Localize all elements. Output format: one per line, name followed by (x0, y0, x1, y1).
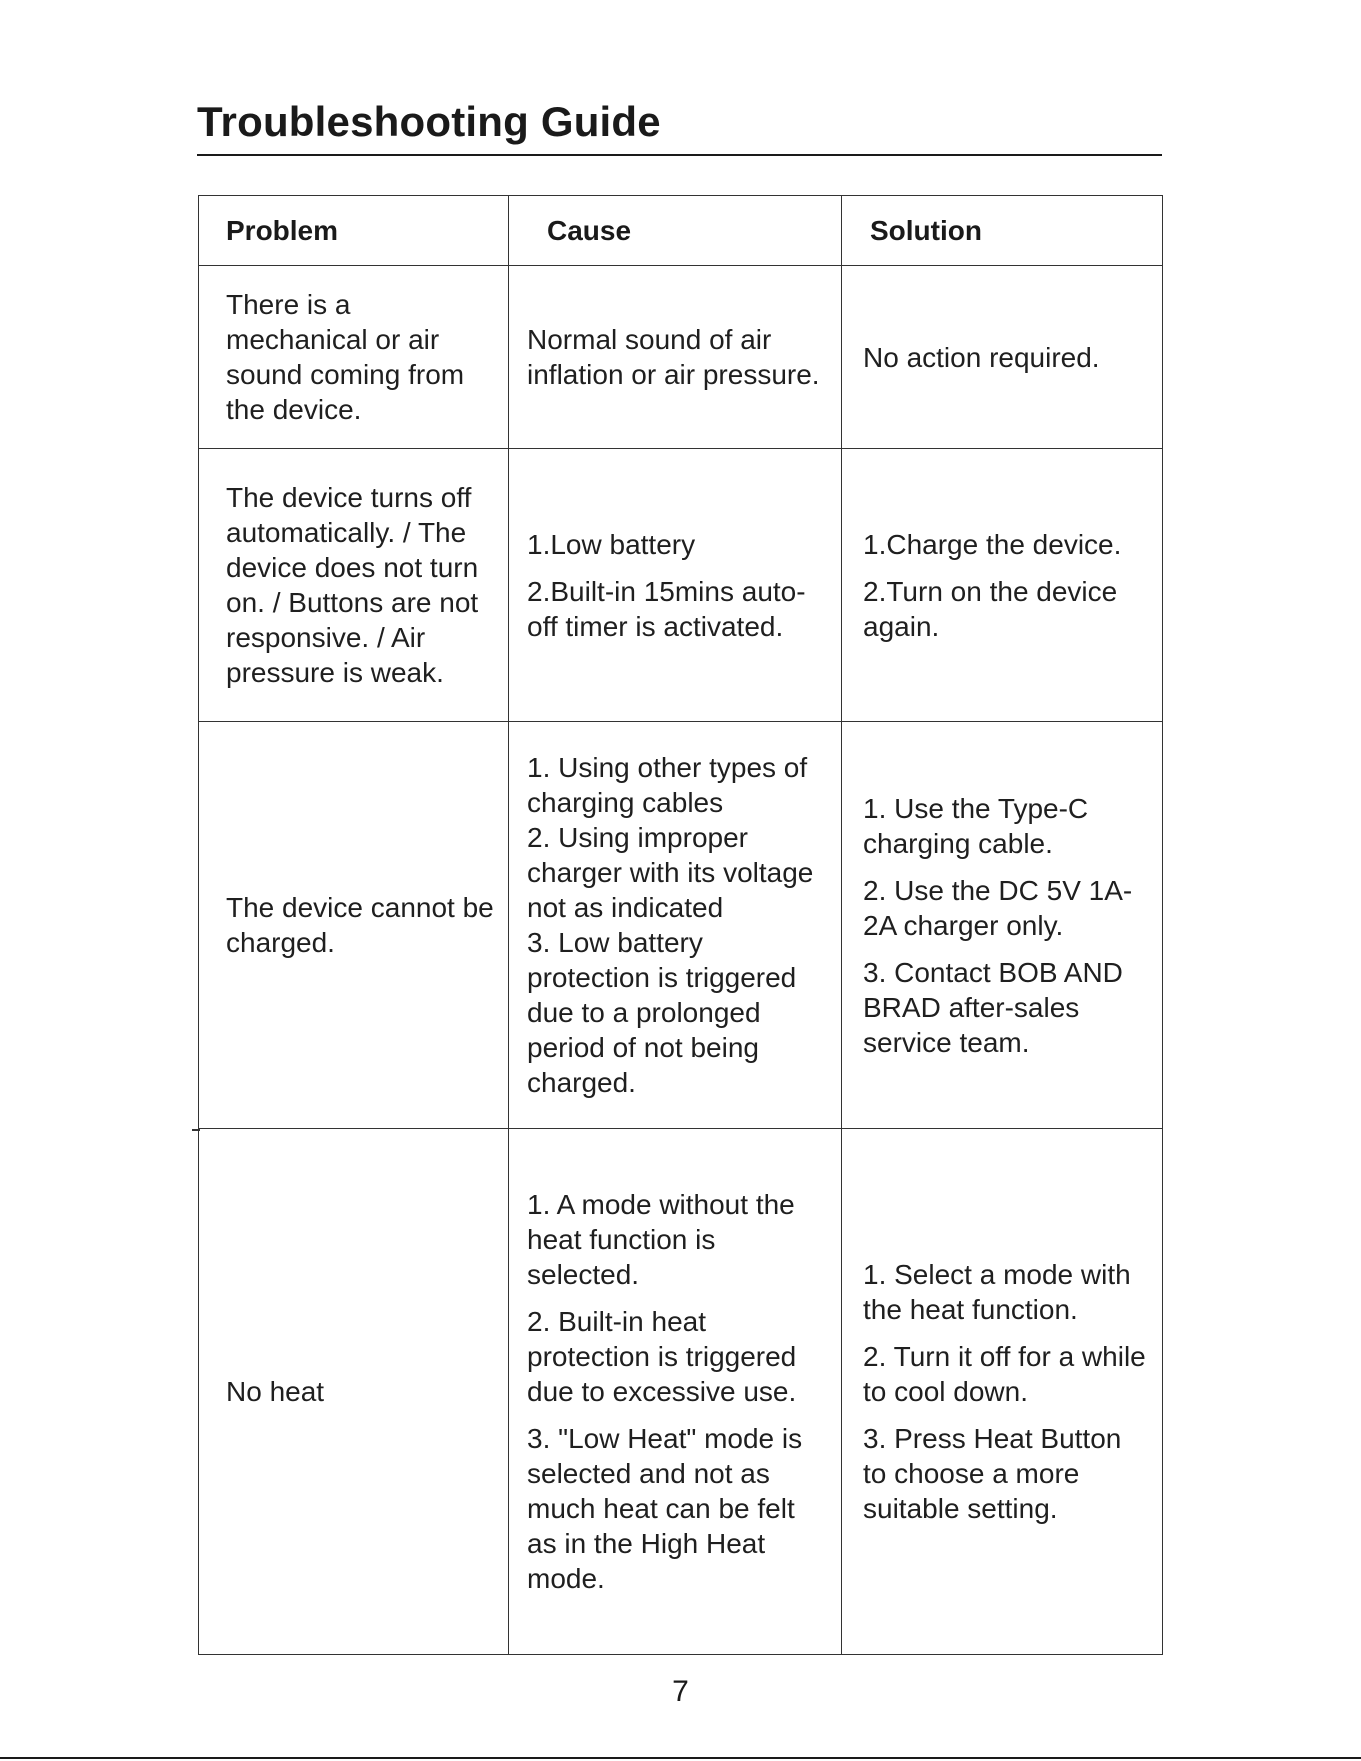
solution-item: 2. Use the DC 5V 1A-2A charger only. (863, 874, 1133, 941)
page-bottom-edge (0, 1757, 1361, 1759)
cause-item: 2. Using improper charger with its voltage not as indicated (527, 822, 814, 923)
problem-text: No heat (226, 1376, 325, 1407)
cause-item: 2.Built-in 15mins auto-off timer is activated. (527, 575, 806, 642)
table-row (199, 449, 1163, 722)
solution-item: 1.Charge the device. (863, 528, 1122, 560)
stray-rule-mark (192, 1129, 200, 1131)
problem-text: The device turns off automatically. / The device does not turn on. / Buttons are not responsive. / Air pressure is weak. (226, 482, 479, 688)
solution-item: 2. Turn it off for a while to cool down. (863, 1341, 1146, 1407)
header-solution: Solution (842, 196, 1163, 266)
cause-item: 1. Using other types of charging cables (527, 752, 808, 818)
cause-cell (509, 1129, 842, 1655)
problem-text: There is a mechanical or air sound coming from the device. (226, 289, 465, 425)
solution-item: 3. Press Heat Button to choose a more suitable setting. (863, 1423, 1122, 1524)
cause-cell (509, 722, 842, 1129)
cause-item: Normal sound of air inflation or air pressure. (527, 324, 820, 390)
cause-cell (509, 449, 842, 722)
solution-item: No action required. (863, 341, 1100, 373)
problem-cell (199, 266, 509, 449)
table-row (199, 266, 1163, 449)
problem-text: The device cannot be charged. (226, 892, 494, 958)
problem-cell (199, 722, 509, 1129)
header-cause: Cause (509, 196, 842, 266)
solution-cell (842, 449, 1163, 722)
cause-item: 1.Low battery (527, 528, 696, 560)
cause-cell (509, 266, 842, 449)
cause-item: 3. "Low Heat" mode is selected and not as much heat can be felt as in the High Heat mode. (527, 1423, 803, 1594)
cause-item: 1. A mode without the heat function is selected. (527, 1189, 795, 1290)
cause-item: 2. Built-in heat protection is triggered due to excessive use. (527, 1306, 797, 1407)
table-row (199, 722, 1163, 1129)
solution-item: 1. Select a mode with the heat function. (863, 1259, 1131, 1325)
solution-item: 2.Turn on the device again. (863, 575, 1118, 642)
header-problem: Problem (199, 196, 509, 266)
title-divider (197, 154, 1162, 156)
solution-cell (842, 266, 1163, 449)
solution-cell (842, 722, 1163, 1129)
page-title: Troubleshooting Guide (197, 98, 661, 145)
cause-item: 3. Low battery protection is triggered due to a prolonged period of not being charged. (527, 927, 797, 1098)
solution-item: 1. Use the Type-C charging cable. (863, 792, 1089, 859)
solution-cell (842, 1129, 1163, 1655)
problem-cell (199, 1129, 509, 1655)
table-header-row (199, 196, 1163, 266)
table-row (199, 1129, 1163, 1655)
troubleshooting-table (198, 195, 1163, 1655)
page-number: 7 (672, 1675, 689, 1708)
solution-item: 3. Contact BOB AND BRAD after-sales service team. (863, 956, 1123, 1058)
problem-cell (199, 449, 509, 722)
